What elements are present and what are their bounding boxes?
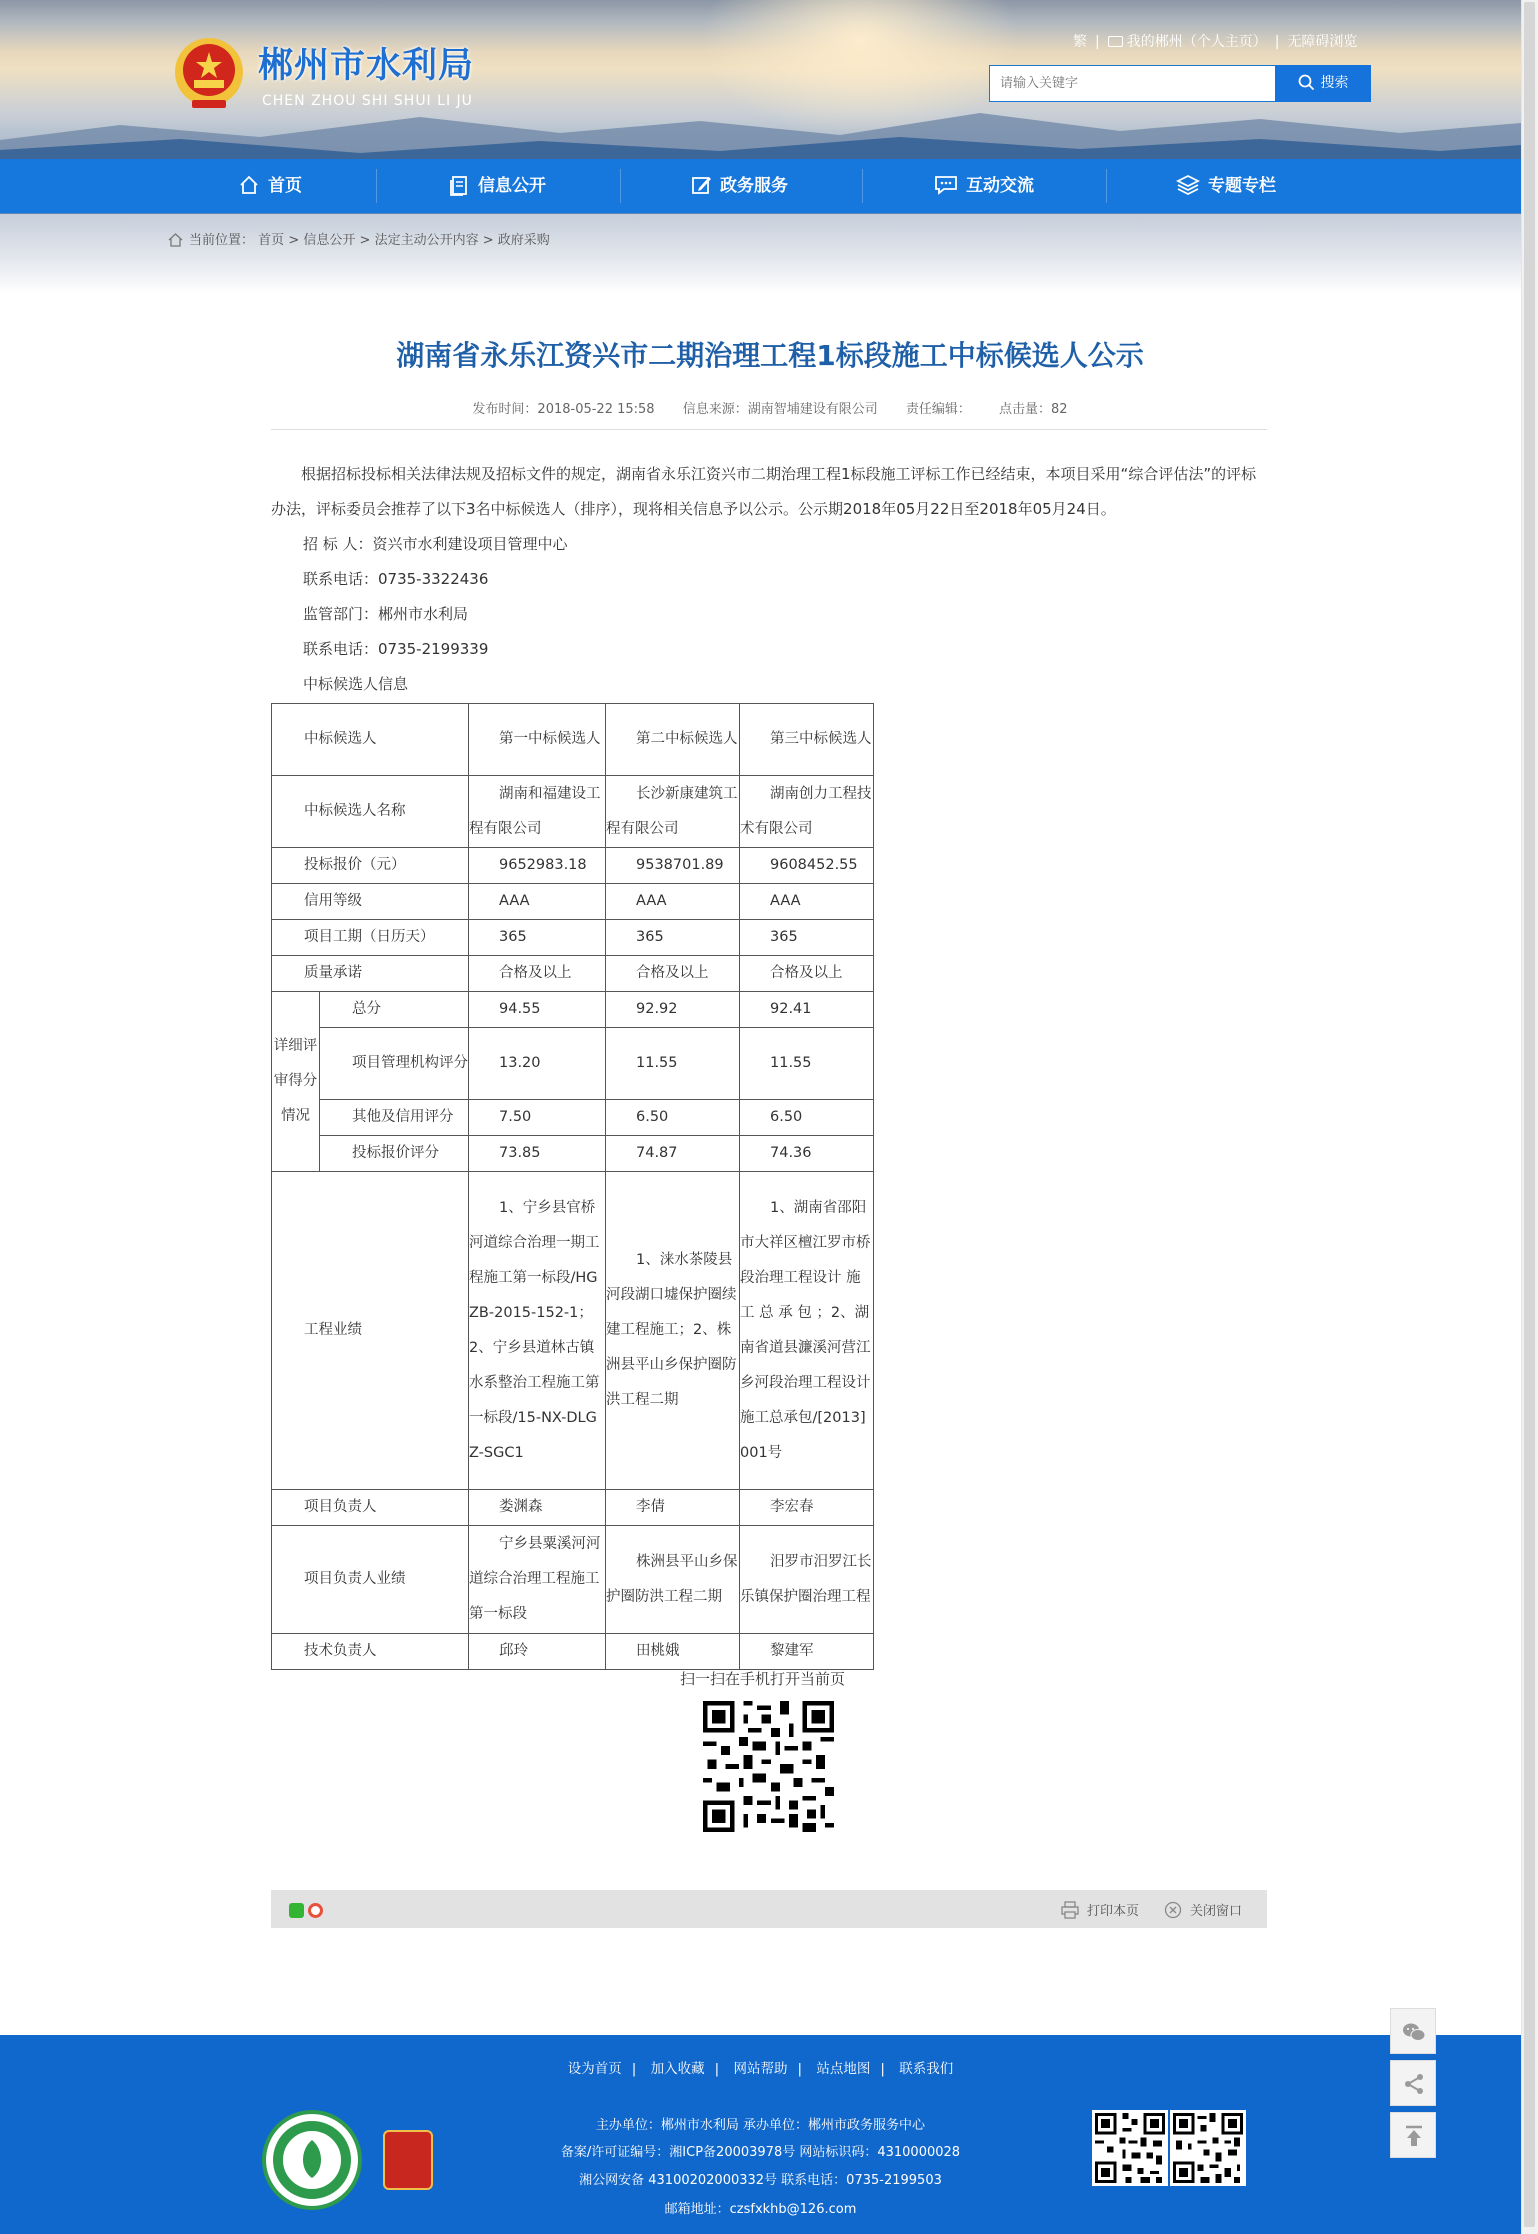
breadcrumb-info-public[interactable]: 信息公开 [303, 233, 356, 248]
footer-link-contact[interactable]: 联系我们 [899, 2061, 954, 2077]
arrow-up-icon [1402, 2124, 1426, 2148]
nav-topics-label: 专题专栏 [1208, 176, 1276, 196]
table-cell: 长沙新康建筑工程有限公司 [606, 776, 740, 848]
table-cell: 74.36 [740, 1136, 874, 1172]
table-cell: 6.50 [606, 1100, 740, 1136]
table-cell: 株洲县平山乡保护圈防洪工程二期 [606, 1526, 740, 1634]
table-row [272, 1100, 874, 1136]
search-button-label: 搜索 [1320, 75, 1349, 91]
nav-services-label: 政务服务 [720, 176, 788, 196]
table-label-cell: 项目负责人业绩 [272, 1526, 469, 1634]
table-cell: 娄渊森 [469, 1490, 606, 1526]
table-label-cell: 其他及信用评分 [320, 1100, 469, 1136]
table-row [272, 1136, 874, 1172]
accessible-link[interactable]: 无障碍浏览 [1287, 34, 1358, 50]
table-cell: 田桃娥 [606, 1634, 740, 1670]
supervisor-phone-line: 联系电话：0735-2199339 [303, 640, 489, 658]
publish-time: 发布时间：2018-05-22 15:58 [472, 402, 655, 417]
close-window-button[interactable] [1164, 1900, 1242, 1919]
table-cell: AAA [606, 884, 740, 920]
table-label-cell: 项目管理机构评分 [320, 1028, 469, 1100]
share-icon [1402, 2072, 1426, 2096]
article-meta [200, 398, 1340, 417]
search-box [989, 65, 1370, 102]
home-icon [168, 233, 183, 247]
table-cell: 7.50 [469, 1100, 606, 1136]
article-title: 湖南省永乐江资兴市二期治理工程1标段施工中标候选人公示 [396, 339, 1144, 372]
tenderer-phone-line: 联系电话：0735-3322436 [303, 570, 489, 588]
table-label-cell: 工程业绩 [272, 1172, 469, 1490]
info-source: 信息来源：湖南智埔建设有限公司 [682, 402, 878, 417]
chat-icon [934, 174, 958, 196]
table-header-cell: 第三中标候选人 [740, 704, 874, 776]
table-row [272, 1028, 874, 1100]
top-links: 繁 | 我的郴州（个人主页） | 无障碍浏览 [1073, 34, 1358, 50]
share-float-button[interactable] [1390, 2060, 1436, 2106]
table-cell: 合格及以上 [606, 956, 740, 992]
table-row [272, 1526, 874, 1634]
back-to-top-button[interactable] [1390, 2112, 1436, 2158]
nav-info-public[interactable] [448, 159, 546, 213]
table-row [272, 920, 874, 956]
table-label-cell: 信用等级 [272, 884, 469, 920]
breadcrumb-home[interactable]: 首页 [258, 233, 285, 248]
table-cell: 李倩 [606, 1490, 740, 1526]
table-cell: 73.85 [469, 1136, 606, 1172]
table-cell: 9608452.55 [740, 848, 874, 884]
monitor-icon [1108, 36, 1123, 47]
table-cell: 94.55 [469, 992, 606, 1028]
nav-services[interactable] [690, 159, 788, 213]
table-cell: AAA [740, 884, 874, 920]
hit-count: 点击量：82 [999, 402, 1068, 417]
nav-info-public-label: 信息公开 [478, 176, 546, 196]
footer-police[interactable]: 湘公网安备 43100202000332号 联系电话：0735-2199503 [579, 2173, 942, 2188]
weibo-share-icon[interactable] [308, 1903, 323, 1918]
table-row [272, 1634, 874, 1670]
table-label-cell: 技术负责人 [272, 1634, 469, 1670]
document-icon [448, 174, 470, 196]
breadcrumb-sep: > [288, 233, 300, 248]
table-cell: 365 [469, 920, 606, 956]
search-icon [1298, 74, 1315, 91]
footer-link-help[interactable]: 网站帮助 [733, 2061, 788, 2077]
table-label-cell: 中标候选人名称 [272, 776, 469, 848]
breadcrumb-procurement[interactable]: 政府采购 [497, 233, 550, 248]
table-cell: 合格及以上 [469, 956, 606, 992]
print-button[interactable] [1061, 1900, 1139, 1919]
traditional-chinese-link[interactable]: 繁 [1073, 34, 1087, 50]
wechat-icon [1402, 2020, 1426, 2044]
table-cell: 13.20 [469, 1028, 606, 1100]
header-landscape [0, 214, 1521, 294]
table-row [272, 1490, 874, 1526]
breadcrumb-sep: > [482, 233, 494, 248]
edit-icon [690, 174, 712, 196]
table-header-cell: 第一中标候选人 [469, 704, 606, 776]
footer-link-homepage[interactable]: 设为首页 [567, 2061, 622, 2077]
table-cell: 365 [606, 920, 740, 956]
table-cell: 邱玲 [469, 1634, 606, 1670]
layers-icon [1176, 174, 1200, 196]
national-emblem-icon [172, 32, 246, 114]
table-cell: 74.87 [606, 1136, 740, 1172]
table-cell: 1、湖南省邵阳市大祥区檀江罗市桥段治理工程设计 施 工 总 承 包 ；2、湖南省道县濂溪河营江乡河段治理工程设计施工总承包/[2013]001号 [740, 1172, 874, 1490]
table-cell: AAA [469, 884, 606, 920]
divider [271, 429, 1267, 430]
article-toolbar [271, 1890, 1267, 1928]
table-row [272, 884, 874, 920]
close-label: 关闭窗口 [1190, 1904, 1243, 1919]
search-button[interactable] [1275, 65, 1371, 102]
scrollbar-thumb[interactable] [1524, 2, 1535, 2227]
candidates-table [271, 703, 874, 1670]
table-row [272, 992, 874, 1028]
home-icon [238, 174, 260, 196]
table-cell: 11.55 [606, 1028, 740, 1100]
nav-interaction-label: 互动交流 [966, 176, 1034, 196]
print-icon [1061, 1901, 1079, 1919]
breadcrumb-sep: > [359, 233, 371, 248]
table-cell: 1、宁乡县官桥河道综合治理一期工程施工第一标段/HGZB-2015-152-1；2、宁乡县道林古镇水系整治工程施工第一标段/15-NX-DLGZ-SGC1 [469, 1172, 606, 1490]
table-cell: 湖南创力工程技术有限公司 [740, 776, 874, 848]
supervisor-line: 监管部门：郴州市水利局 [303, 605, 469, 623]
footer-icp[interactable]: 备案/许可证编号：湘ICP备20003978号 网站标识码：4310000028 [560, 2145, 961, 2160]
table-cell: 李宏春 [740, 1490, 874, 1526]
nav-topics[interactable] [1176, 159, 1276, 213]
article-body [271, 457, 1267, 702]
table-label-cell: 投标报价评分 [320, 1136, 469, 1172]
candidates-heading: 中标候选人信息 [303, 675, 409, 693]
footer-sponsor: 主办单位：郴州市水利局 承办单位：郴州市政务服务中心 [595, 2118, 926, 2133]
table-cell: 汨罗市汨罗江长乐镇保护圈治理工程 [740, 1526, 874, 1634]
table-row [272, 956, 874, 992]
nav-home-label: 首页 [268, 176, 302, 196]
table-cell: 92.92 [606, 992, 740, 1028]
breadcrumb [168, 229, 550, 248]
editor: 责任编辑： [905, 402, 971, 417]
table-row [272, 776, 874, 848]
qr-caption: 扫一扫在手机打开当前页 [680, 1670, 846, 1688]
nav-home[interactable] [238, 159, 302, 213]
tenderer-line: 招 标 人：资兴市水利建设项目管理中心 [303, 535, 568, 553]
table-label-cell: 投标报价（元） [272, 848, 469, 884]
footer-email: 邮箱地址：czsfxkhb@126.com [664, 2202, 857, 2217]
table-cell: 11.55 [740, 1028, 874, 1100]
table-label-cell: 项目负责人 [272, 1490, 469, 1526]
table-cell: 湖南和福建设工程有限公司 [469, 776, 606, 848]
table-row [272, 704, 874, 776]
table-header-label: 中标候选人 [272, 704, 469, 776]
table-label-cell: 总分 [320, 992, 469, 1028]
print-label: 打印本页 [1087, 1904, 1140, 1919]
table-cell: 9652983.18 [469, 848, 606, 884]
table-cell: 1、涞水茶陵县河段湖口墟保护圈续建工程施工；2、株洲县平山乡保护圈防洪工程二期 [606, 1172, 740, 1490]
footer-qr-code-icon [1092, 2110, 1168, 2186]
search-input[interactable] [990, 66, 1274, 101]
breadcrumb-prefix: 当前位置： [189, 233, 255, 248]
nav-interaction[interactable] [934, 159, 1034, 213]
footer-link-favorite[interactable]: 加入收藏 [650, 2061, 705, 2077]
footer-qr-code-icon [1170, 2110, 1246, 2186]
table-cell: 92.41 [740, 992, 874, 1028]
footer-links: 设为首页 | 加入收藏 | 网站帮助 | 站点地图 | 联系我们 [567, 2061, 954, 2077]
table-cell: 宁乡县粟溪河河道综合治理工程施工第一标段 [469, 1526, 606, 1634]
site-subtitle: CHEN ZHOU SHI SHUI LI JU [262, 93, 473, 109]
wechat-share-icon[interactable] [289, 1903, 304, 1918]
intro-paragraph: 根据招标投标相关法律法规及招标文件的规定，湖南省永乐江资兴市二期治理工程1标段施工评标工作已经结束，本项目采用“综合评估法”的评标办法，评标委员会推荐了以下3名中标候选人（排序），现将相关信息予以公示。公示期2018年05月22日至2018年05月24日。 [271, 465, 1257, 518]
main-nav [0, 159, 1521, 213]
breadcrumb-statutory[interactable]: 法定主动公开内容 [374, 233, 479, 248]
table-cell: 9538701.89 [606, 848, 740, 884]
wechat-float-button[interactable] [1390, 2008, 1436, 2054]
table-row [272, 1172, 874, 1490]
table-cell: 365 [740, 920, 874, 956]
table-cell: 6.50 [740, 1100, 874, 1136]
close-icon [1164, 1901, 1182, 1919]
my-chenzhou-link[interactable]: 我的郴州（个人主页） [1126, 34, 1267, 50]
qr-code-icon [703, 1701, 834, 1832]
site-title: 郴州市水利局 [258, 45, 475, 86]
table-label-cell: 项目工期（日历天） [272, 920, 469, 956]
footer-link-sitemap[interactable]: 站点地图 [816, 2061, 871, 2077]
footer [0, 2035, 1521, 2234]
table-cell: 合格及以上 [740, 956, 874, 992]
table-cell: 黎建军 [740, 1634, 874, 1670]
table-header-cell: 第二中标候选人 [606, 704, 740, 776]
table-label-cell: 质量承诺 [272, 956, 469, 992]
score-group-label: 详细评审得分情况 [272, 992, 320, 1172]
table-row [272, 848, 874, 884]
